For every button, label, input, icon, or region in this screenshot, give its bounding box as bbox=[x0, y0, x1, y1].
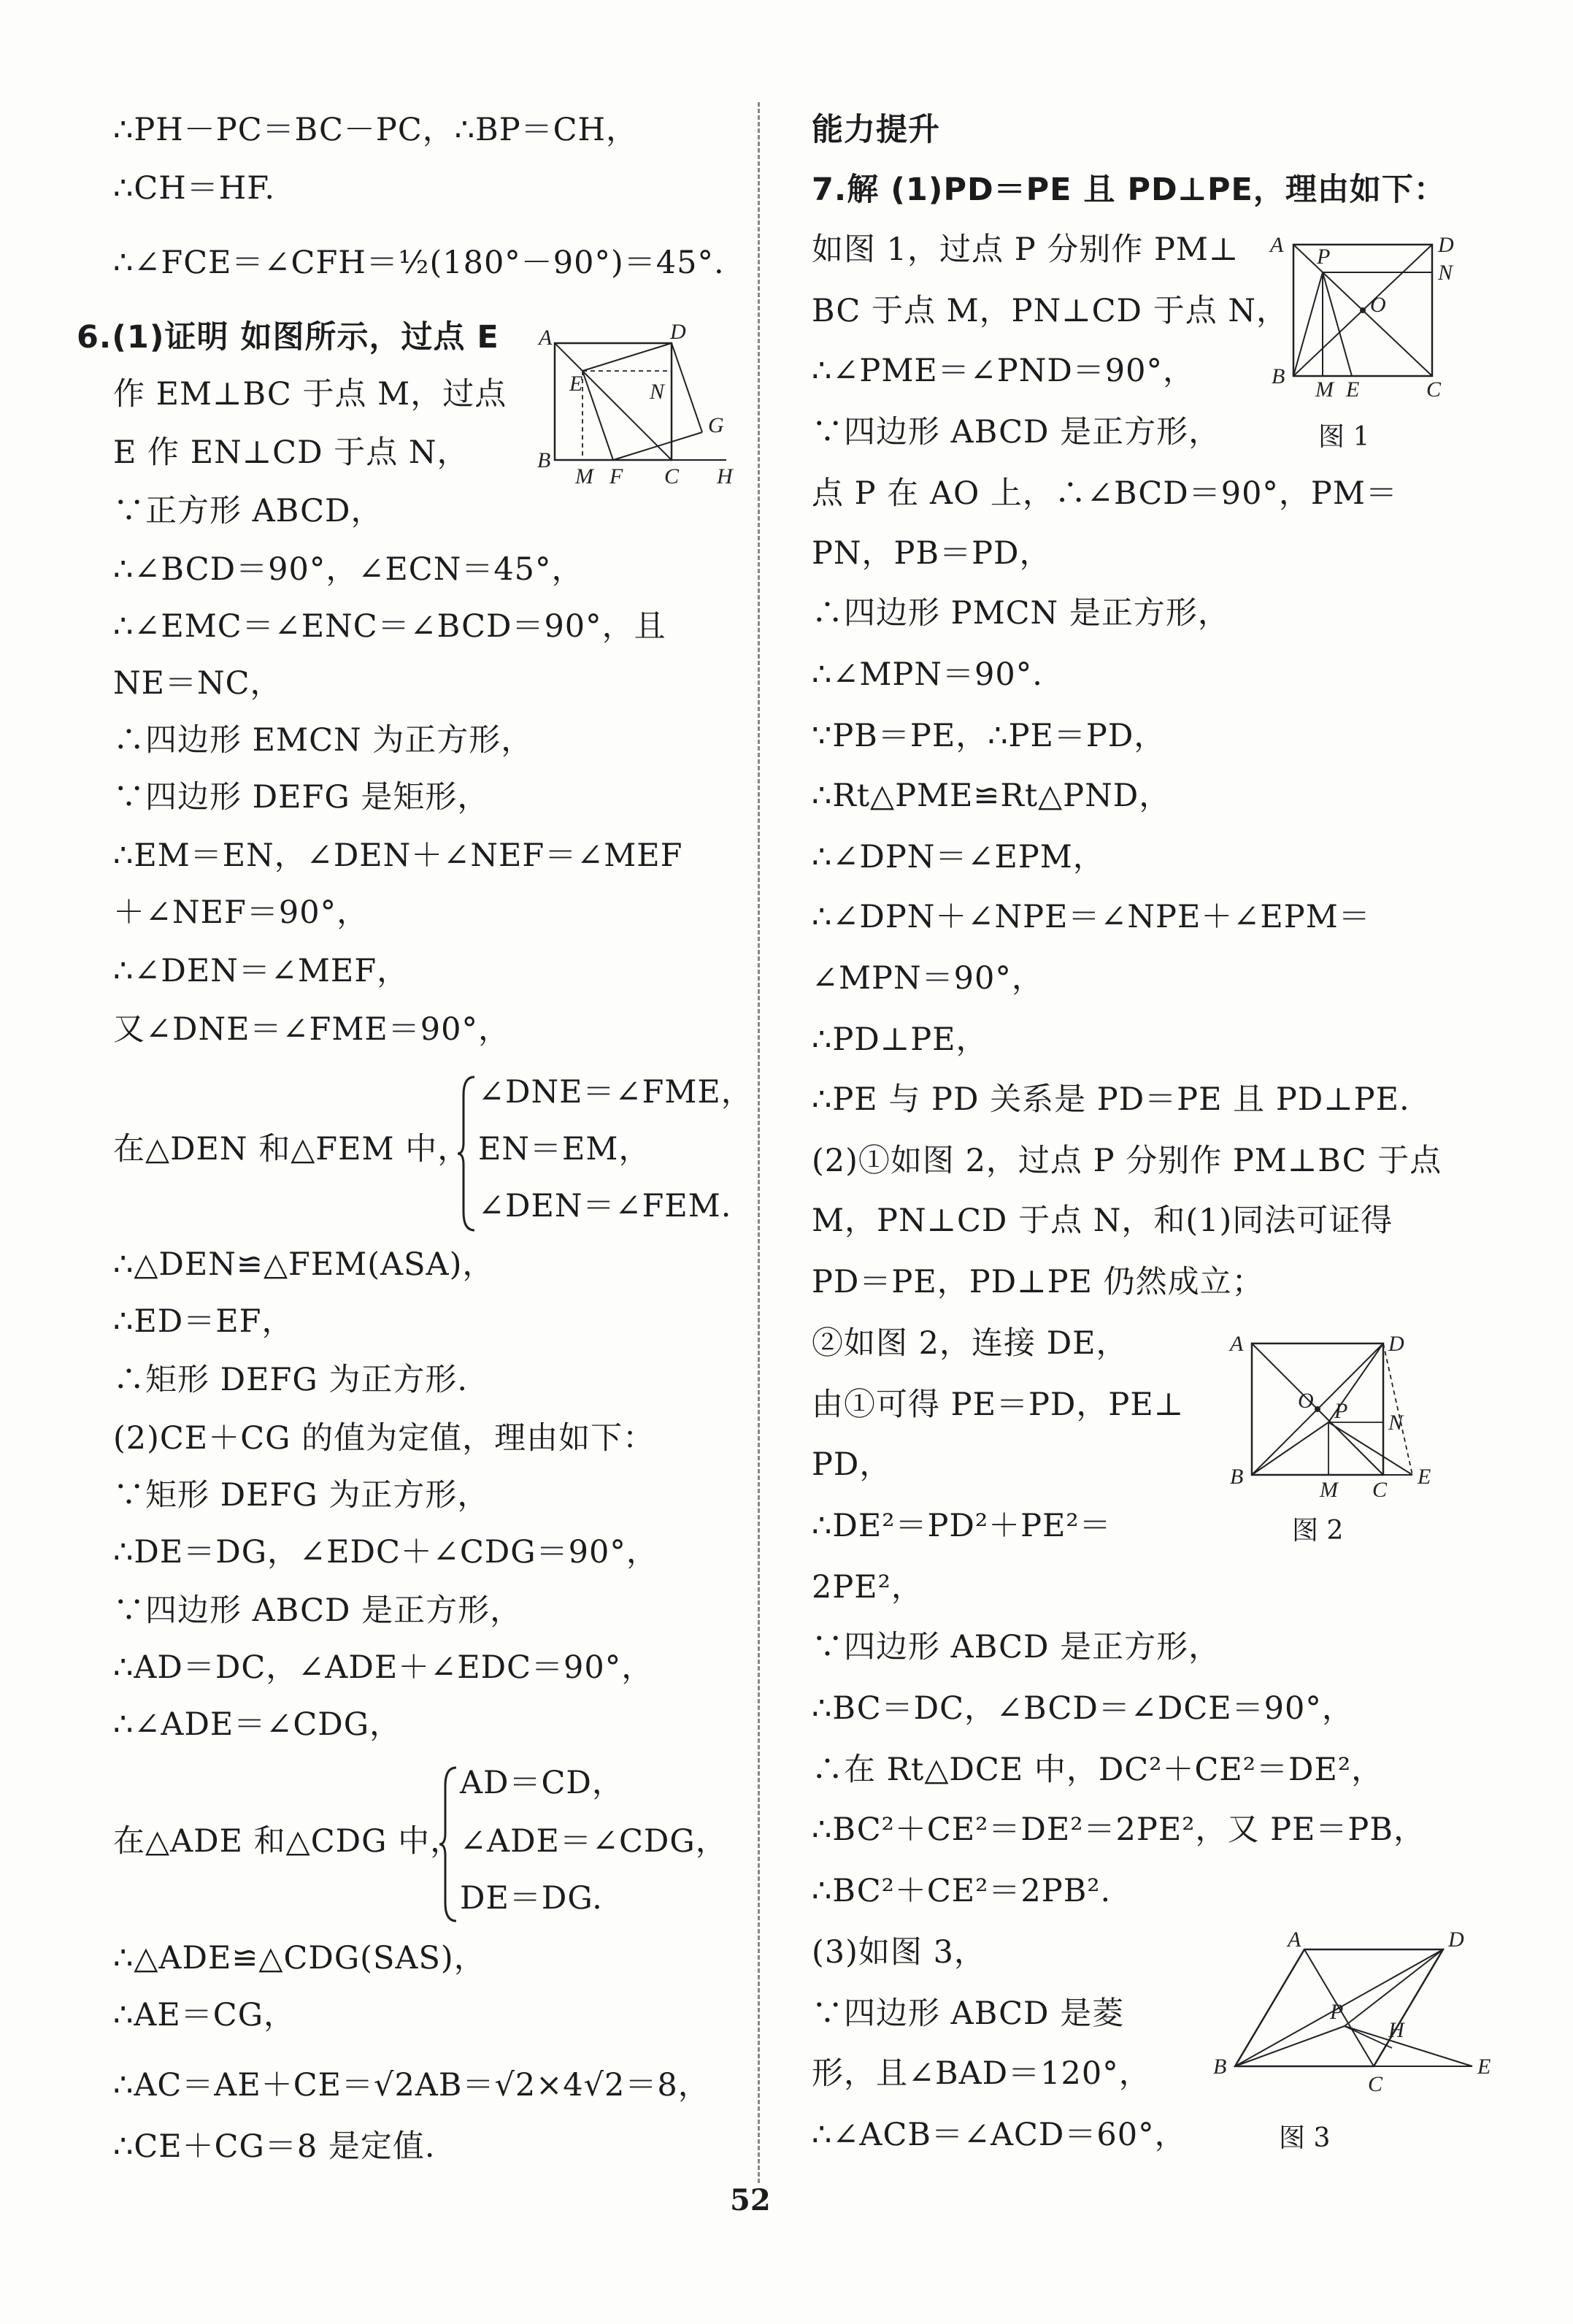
text-line: ∴∠BCD＝90°，∠ECN＝45°， bbox=[113, 551, 584, 588]
svg-text:P: P bbox=[1330, 2000, 1344, 2024]
svg-text:M: M bbox=[1320, 1478, 1338, 1497]
column-divider bbox=[758, 102, 760, 2183]
text-line: ∴BC²＋CE²＝2PB². bbox=[812, 1873, 1112, 1909]
text-line: 在△DEN 和△FEM 中， bbox=[113, 1131, 470, 1167]
text-line: ∵四边形 ABCD 是正方形， bbox=[812, 1629, 1221, 1665]
svg-text:G: G bbox=[708, 413, 724, 437]
text-line: EN＝EM， bbox=[478, 1131, 651, 1167]
svg-text:B: B bbox=[537, 448, 551, 472]
svg-text:F: F bbox=[609, 464, 623, 488]
text-line: ∴BC²＋CE²＝DE²＝2PE²，又 PE＝PB， bbox=[812, 1811, 1426, 1848]
svg-text:B: B bbox=[1213, 2055, 1227, 2079]
svg-text:O: O bbox=[1370, 293, 1386, 317]
text-line: ∴Rt△PME≌Rt△PND， bbox=[812, 778, 1172, 814]
text-line: 点 P 在 AO 上，∴∠BCD＝90°，PM＝ bbox=[812, 475, 1398, 512]
svg-text:N: N bbox=[1438, 261, 1453, 285]
text-line: ∵矩形 DEFG 为正方形， bbox=[113, 1477, 490, 1514]
svg-text:E: E bbox=[569, 372, 583, 396]
text-line: AD＝CD， bbox=[460, 1765, 624, 1801]
brace-icon bbox=[456, 1073, 478, 1234]
svg-text:M: M bbox=[575, 464, 593, 488]
text-line: PD， bbox=[812, 1446, 892, 1483]
text-line: 又∠DNE＝∠FME＝90°， bbox=[113, 1011, 511, 1048]
figure-2-caption: 图 2 bbox=[1292, 1516, 1344, 1546]
svg-text:D: D bbox=[1388, 1332, 1404, 1356]
page-number: 52 bbox=[730, 2183, 771, 2217]
text-line: PN，PB＝PD， bbox=[812, 535, 1052, 572]
svg-text:C: C bbox=[1372, 1478, 1388, 1497]
text-line: ∴△ADE≌△CDG(SAS)， bbox=[113, 1940, 486, 1976]
text-line: ∴AC＝AE＋CE＝√2AB＝√2×4√2＝8， bbox=[113, 2067, 710, 2104]
text-line: ∴∠DPN＝∠EPM， bbox=[812, 839, 1105, 875]
text-line: ∴DE²＝PD²＋PE²＝ bbox=[812, 1508, 1112, 1544]
text-line: E 作 EN⊥CD 于点 N， bbox=[113, 434, 469, 471]
figure-3-caption: 图 3 bbox=[1279, 2123, 1331, 2153]
text-line: ∠DEN＝∠FEM. bbox=[478, 1188, 732, 1224]
text-line: ∵正方形 ABCD， bbox=[113, 493, 383, 529]
problem-6-heading: 6.(1)证明 如图所示，过点 E bbox=[77, 319, 499, 356]
text-line: 如图 1，过点 P 分别作 PM⊥ bbox=[812, 231, 1239, 268]
svg-text:E: E bbox=[1477, 2055, 1491, 2079]
text-line: ∴∠EMC＝∠ENC＝∠BCD＝90°，且 bbox=[113, 608, 666, 645]
text-line: PD＝PE，PD⊥PE 仍然成立； bbox=[812, 1264, 1264, 1300]
text-line: ∵四边形 ABCD 是菱 bbox=[812, 1995, 1125, 2032]
text-line: ∴AE＝CG， bbox=[113, 1997, 296, 2033]
text-line: ∴四边形 PMCN 是正方形， bbox=[812, 595, 1230, 632]
figure-1-caption: 图 1 bbox=[1318, 422, 1370, 452]
geometry-figure-1 bbox=[1264, 230, 1505, 398]
svg-text:H: H bbox=[1388, 2018, 1404, 2042]
text-line: ∴∠DPN＋∠NPE＝∠NPE＋∠EPM＝ bbox=[812, 899, 1371, 935]
text-line: ∴BC＝DC，∠BCD＝∠DCE＝90°， bbox=[812, 1690, 1354, 1727]
problem-7-heading: 7.解 (1)PD＝PE 且 PD⊥PE，理由如下： bbox=[812, 172, 1446, 208]
svg-text:C: C bbox=[1368, 2072, 1383, 2096]
text-line: ∠ADE＝∠CDG， bbox=[460, 1823, 728, 1860]
text-line: M，PN⊥CD 于点 N，和(1)同法可证得 bbox=[812, 1203, 1393, 1239]
text-line: ∵四边形 ABCD 是正方形， bbox=[812, 414, 1221, 450]
text-line: ＋∠NEF＝90°， bbox=[113, 894, 369, 931]
text-line: ∴∠PME＝∠PND＝90°， bbox=[812, 353, 1196, 389]
text-line: ∴ED＝EF， bbox=[113, 1303, 294, 1340]
text-line: ②如图 2，连接 DE， bbox=[812, 1325, 1128, 1362]
text-line: ∴PD⊥PE， bbox=[812, 1021, 988, 1058]
text-line: BC 于点 M，PN⊥CD 于点 N， bbox=[812, 293, 1288, 329]
svg-text:N: N bbox=[650, 380, 665, 404]
svg-text:P: P bbox=[1334, 1399, 1348, 1423]
svg-text:A: A bbox=[1270, 233, 1284, 257]
text-line: ∴∠FCE＝∠CFH＝½(180°－90°)＝45°. bbox=[113, 245, 725, 281]
svg-text:M: M bbox=[1315, 377, 1334, 398]
text-line: ∴在 Rt△DCE 中，DC²＋CE²＝DE²， bbox=[812, 1752, 1384, 1788]
text-line: ∴CE＋CG＝8 是定值. bbox=[113, 2128, 436, 2165]
text-line: ∴PE 与 PD 关系是 PD＝PE 且 PD⊥PE. bbox=[812, 1081, 1410, 1118]
text-line: (2)①如图 2，过点 P 分别作 PM⊥BC 于点 bbox=[812, 1143, 1442, 1179]
geometry-figure-3 bbox=[1206, 1928, 1512, 2103]
svg-text:N: N bbox=[1388, 1411, 1404, 1435]
svg-text:A: A bbox=[1288, 1928, 1301, 1952]
svg-text:D: D bbox=[670, 321, 686, 344]
text-line: ∴EM＝EN，∠DEN＋∠NEF＝∠MEF bbox=[113, 837, 683, 874]
svg-text:C: C bbox=[1426, 377, 1442, 398]
text-line: ∵四边形 DEFG 是矩形， bbox=[113, 779, 490, 816]
text-line: (3)如图 3， bbox=[812, 1934, 986, 1971]
svg-text:P: P bbox=[1317, 245, 1331, 269]
text-line: ∴PH－PC＝BC－PC，∴BP＝CH， bbox=[113, 112, 639, 148]
text-line: (2)CE＋CG 的值为定值，理由如下： bbox=[113, 1420, 655, 1457]
text-line: 作 EM⊥BC 于点 M，过点 bbox=[113, 376, 507, 413]
svg-text:H: H bbox=[717, 464, 733, 488]
svg-text:A: A bbox=[1230, 1332, 1244, 1356]
text-line: ∠MPN＝90°， bbox=[812, 960, 1044, 997]
text-line: ∵四边形 ABCD 是正方形， bbox=[113, 1592, 523, 1629]
text-line: 由①可得 PE＝PD，PE⊥ bbox=[812, 1387, 1185, 1423]
svg-text:C: C bbox=[664, 464, 680, 488]
svg-text:D: D bbox=[1438, 233, 1454, 257]
brace-icon bbox=[438, 1764, 460, 1925]
text-line: DE＝DG. bbox=[460, 1880, 603, 1917]
svg-text:E: E bbox=[1346, 377, 1360, 398]
section-title: 能力提升 bbox=[812, 112, 940, 148]
geometry-figure-problem6 bbox=[533, 321, 752, 496]
geometry-figure-2 bbox=[1226, 1329, 1511, 1497]
text-line: ∴CH＝HF. bbox=[113, 170, 276, 207]
text-line: ∴四边形 EMCN 为正方形， bbox=[113, 722, 534, 759]
text-line: 在△ADE 和△CDG 中， bbox=[113, 1823, 463, 1860]
text-line: ∴AD＝DC，∠ADE＋∠EDC＝90°， bbox=[113, 1649, 654, 1686]
text-line: ∴DE＝DG，∠EDC＋∠CDG＝90°， bbox=[113, 1534, 658, 1571]
text-line: ∴矩形 DEFG 为正方形. bbox=[113, 1362, 469, 1398]
svg-text:B: B bbox=[1272, 364, 1285, 388]
svg-text:D: D bbox=[1448, 1928, 1464, 1952]
text-line: ∴∠DEN＝∠MEF， bbox=[113, 953, 409, 989]
text-line: ∴∠ADE＝∠CDG， bbox=[113, 1706, 402, 1743]
text-line: ∴∠ACB＝∠ACD＝60°， bbox=[812, 2117, 1187, 2153]
text-line: NE＝NC， bbox=[113, 665, 282, 702]
text-line: ∵PB＝PE，∴PE＝PD， bbox=[812, 718, 1166, 754]
svg-text:O: O bbox=[1298, 1389, 1314, 1413]
svg-text:A: A bbox=[539, 326, 553, 350]
text-line: ∴△DEN≌△FEM(ASA)， bbox=[113, 1246, 495, 1283]
svg-text:E: E bbox=[1418, 1465, 1431, 1489]
text-line: ∴∠MPN＝90°. bbox=[812, 656, 1043, 693]
text-line: 2PE²， bbox=[812, 1569, 923, 1606]
svg-text:B: B bbox=[1230, 1465, 1244, 1489]
text-line: 形，且∠BAD＝120°， bbox=[812, 2055, 1151, 2092]
text-line: ∠DNE＝∠FME， bbox=[478, 1074, 753, 1111]
